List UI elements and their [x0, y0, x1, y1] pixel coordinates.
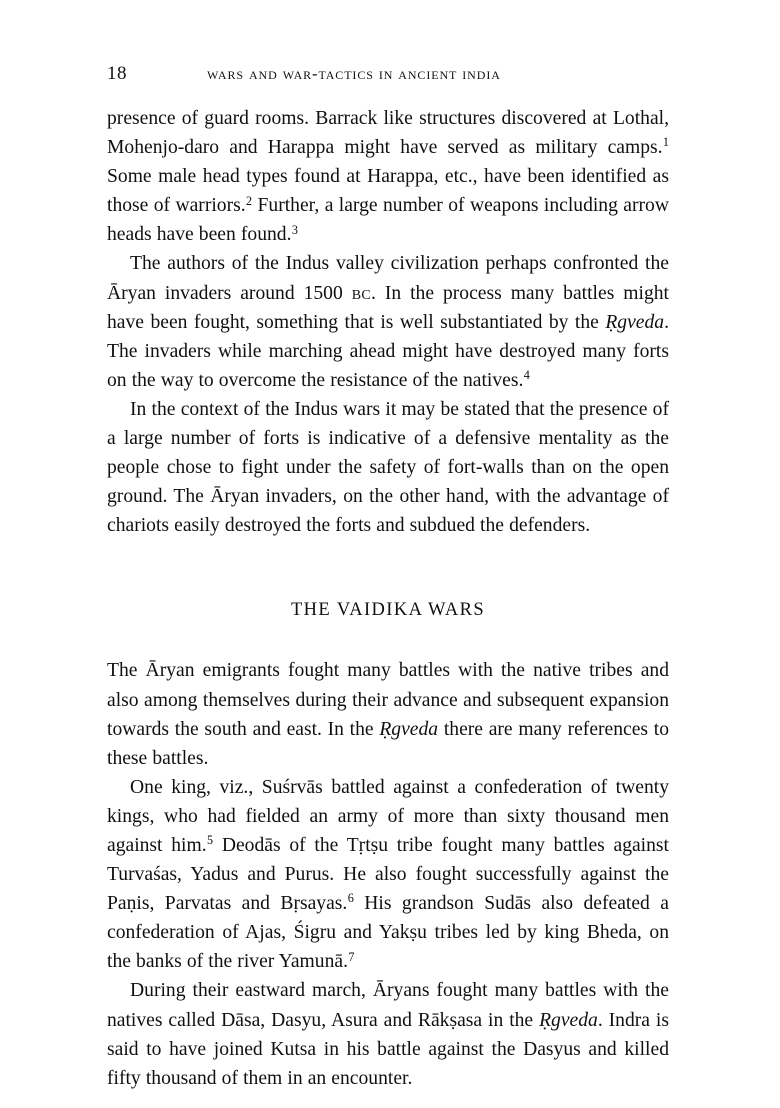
section-heading: THE VAIDIKA WARS	[290, 600, 486, 621]
paragraph-4: The Āryan emigrants fought many battles with the native tribes and also among themselves during their advance and subsequent expansion towards the south and east. In the Ṛgveda there are many references to these battles.	[107, 660, 670, 769]
paragraph-1: presence of guard rooms. Barrack like structures discovered at Lothal, Mohenjo-daro and Harappa might have served as military camps.$^1$ Some male head types found at Harappa, etc., have been identified as those of warriors.$^2$ Further, a large number of weapons including arrow heads have been found.$^3$	[107, 108, 669, 246]
footnote-marker: 5	[207, 833, 214, 848]
footnote-marker: 2	[246, 193, 253, 208]
italic-title: Ṛgveda	[539, 1009, 598, 1031]
footnote-marker: 4	[523, 368, 530, 383]
footnote-marker: 1	[662, 135, 669, 150]
paragraph-3: In the context of the Indus wars it may be stated that the presence of a large number of forts is indicative of a defensive mentality as the people chose to fight under the safety of fort-walls than on the open ground. The Āryan invaders, on the other hand, with the advantage of chariots easily destroyed the forts and subdued the defenders.	[107, 398, 669, 537]
paragraph-6: During their eastward march, Āryans fought many battles with the natives called Dāsa, Dasyu, Asura and Rākṣasa in the Ṛgveda. Indra is said to have joined Kutsa in his battle against the Dasyus and killed fifty thousand of them in an encounter.	[107, 980, 669, 1089]
running-head	[107, 62, 669, 86]
paragraph-5: One king, viz., Suśrvās battled against a confederation of twenty kings, who had fielded an army of more than sixty thousand men against him.$^5$ Deodās of the Tṛtṣu tribe fought many battles against Turvaśas, Yadus and Purus. He also fought successfully against the Paṇis, Parvatas and Bṛsayas.$^6$ His grandson Sudās also defeated a confederation of Ajas, Śigru and Yakṣu tribes led by king Bheda, on the banks of the river Yamunā.$^7$	[107, 776, 669, 973]
italic-title: Ṛgveda	[605, 311, 665, 333]
paragraph-2: The authors of the Indus valley civilization perhaps confronted the Āryan invaders around 1500 bc. In the process many battles might have been fought, something that is well substantiated by the Ṛgveda. The invaders while marching ahead might have destroyed many forts on the way to overcome the resistance of the natives.$^4$	[107, 253, 669, 391]
page-number: 18	[107, 63, 127, 84]
footnote-marker: 7	[348, 949, 355, 964]
running-head-title: wars and war-tactics in ancient india	[207, 64, 501, 83]
italic-title: Ṛgveda	[379, 718, 439, 740]
body-text-block	[107, 104, 669, 1093]
footnote-marker: 3	[291, 222, 298, 237]
footnote-marker: 6	[347, 891, 354, 906]
era-abbreviation: bc	[351, 282, 371, 304]
